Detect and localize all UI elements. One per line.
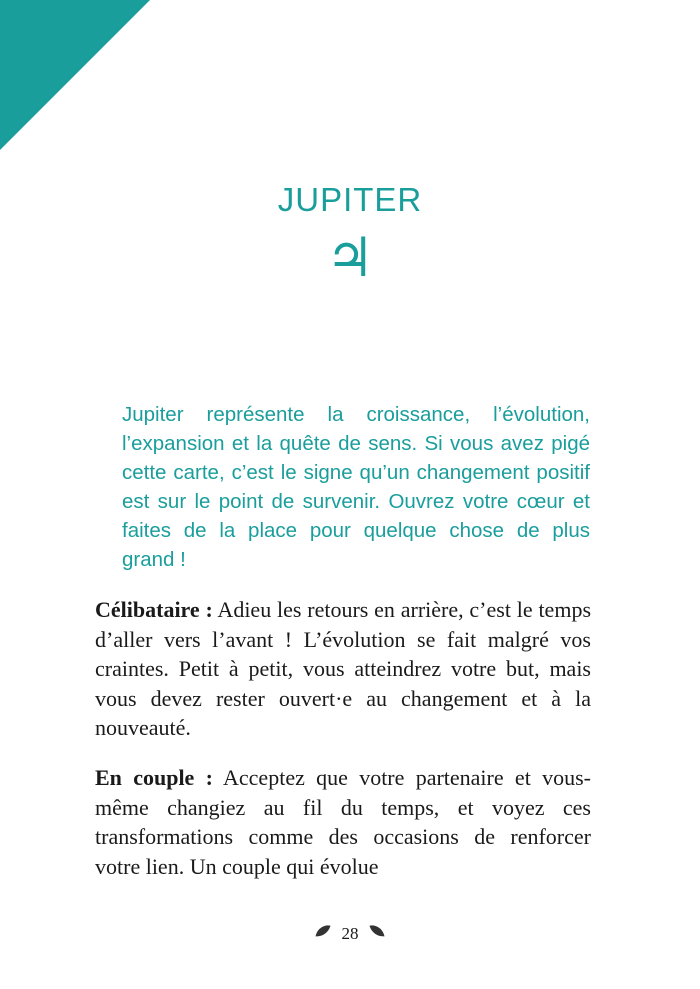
single-paragraph bbox=[95, 595, 591, 743]
single-label: Célibataire : bbox=[95, 597, 213, 622]
single-text: Adieu les retours en arrière, c’est le temps d’aller vers l’avant ! L’évolution se fait malgré vos craintes. Petit à petit, vous atteindrez votre but, mais vous devez rester ouvert·e au changement et à la nouveauté. bbox=[95, 597, 592, 740]
page-footer bbox=[0, 923, 700, 945]
corner-triangle-decoration bbox=[0, 0, 150, 150]
leaf-ornament-icon bbox=[369, 923, 385, 945]
leaf-ornament-icon bbox=[315, 923, 331, 945]
jupiter-symbol-icon: ♃ bbox=[325, 226, 375, 289]
intro-paragraph: Jupiter représente la croissance, l’évolution, l’expansion et la quête de sens. Si vous avez pigé cette carte, c’est le signe qu’un changement positif est sur le point de survenir. Ouvrez votre cœur et faites de la place pour quelque chose de plus grand ! bbox=[122, 403, 590, 571]
page-title: JUPITER bbox=[277, 181, 423, 218]
couple-text: Acceptez que votre partenaire et vous-même changiez au fil du temps, et voyez ces transformations comme des occasions de renforcer votre lien. Un couple qui évolue bbox=[95, 765, 591, 879]
couple-paragraph bbox=[95, 763, 591, 881]
page-number: 28 bbox=[341, 924, 359, 943]
couple-label: En couple : bbox=[95, 765, 213, 790]
